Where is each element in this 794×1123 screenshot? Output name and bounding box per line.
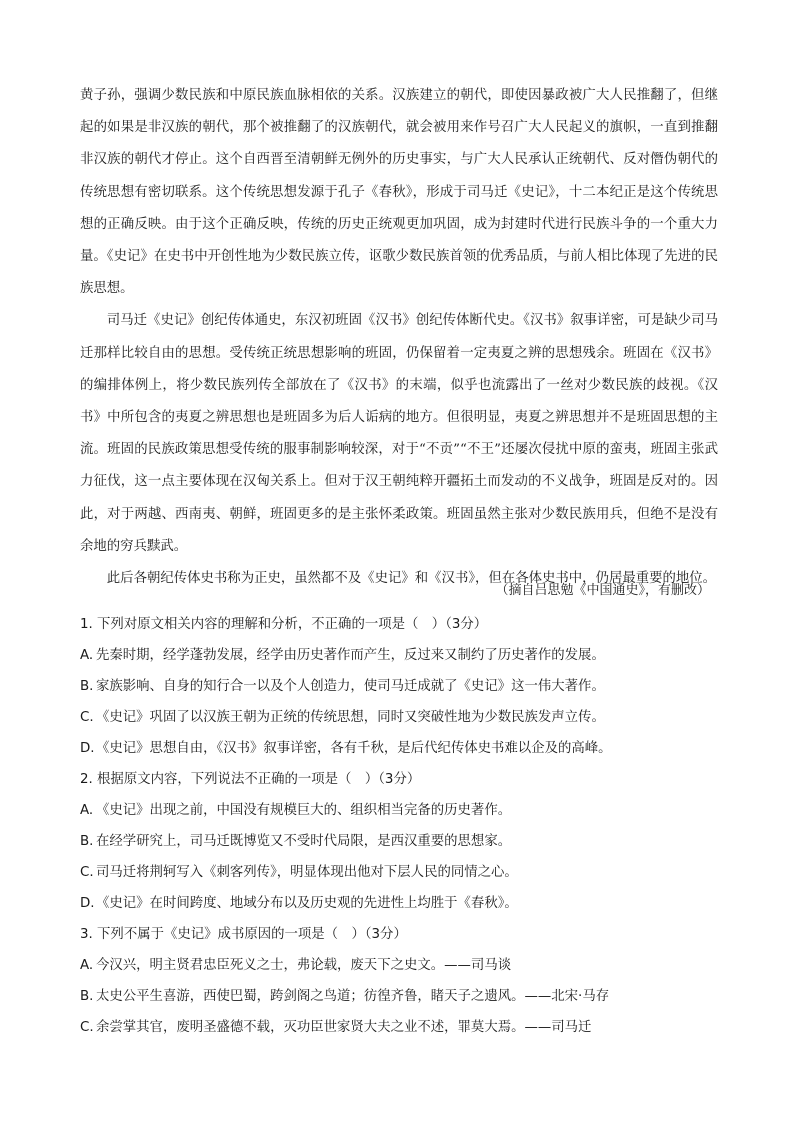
question-stem: 3. 下列不属于《史记》成书原因的一项是（ ）（3分）: [80, 927, 407, 942]
question-option: [80, 733, 720, 764]
question-option: [80, 857, 720, 888]
question-option: [80, 888, 720, 919]
question-option: [80, 702, 720, 733]
option-text: 余尝掌其官，废明圣盛德不载，灭功臣世家贤大夫之业不述，罪莫大焉。——司马迁: [96, 1020, 592, 1035]
question-option: [80, 981, 720, 1012]
option-text: 《史记》巩固了以汉族王朝为正统的传统思想，同时又突破性地为少数民族发声立传。: [96, 710, 605, 725]
question-option: [80, 640, 720, 671]
option-text: 太史公平生喜游，西使巴蜀，跨剑阁之鸟道；彷徨齐鲁，睹天子之遗风。——北宋·马存: [96, 989, 610, 1004]
option-text: 《史记》出现之前，中国没有规模巨大的、组织相当完备的历史著作。: [96, 803, 512, 818]
option-text: 《史记》思想自由，《汉书》叙事详密，各有千秋，是后代纪传体史书难以企及的高峰。: [96, 741, 612, 756]
question-list: [80, 609, 720, 1043]
question-option: [80, 950, 720, 981]
option-letter: B.: [80, 989, 94, 1004]
option-letter: A.: [80, 648, 94, 663]
option-letter: A.: [80, 958, 94, 973]
option-letter: B.: [80, 679, 94, 694]
passage-paragraph: 黄子孙，强调少数民族和中原民族血脉相依的关系。汉族建立的朝代，即使因暴政被广大人民推翻了，但继起的如果是非汉族的朝代，那个被推翻了的汉族朝代，就会被用来作号召广大人民起义的旗帜，一直到推翻非汉族的朝代才停止。这个自西晋至清朝鲜无例外的历史事实，与广大人民承认正统朝代、反对僭伪朝代的传统思想有密切联系。这个传统思想发源于孔子《春秋》，形成于司马迁《史记》，十二本纪正是这个传统思想的正确反映。由于这个正确反映，传统的历史正统观更加巩固，成为封建时代进行民族斗争的一个重大力量。《史记》在史书中开创性地为少数民族立传，讴歌少数民族首领的优秀品质，与前人相比体现了先进的民族思想。: [80, 88, 718, 297]
question-option: [80, 1012, 720, 1043]
option-text: 《史记》在时间跨度、地域分布以及历史观的先进性上均胜于《春秋》。: [96, 896, 518, 911]
option-letter: A.: [80, 803, 94, 818]
option-text: 今汉兴，明主贤君忠臣死义之士，弗论载，废天下之史文。——司马谈: [96, 958, 512, 973]
passage-paragraph: 司马迁《史记》创纪传体通史，东汉初班固《汉书》创纪传体断代史。《汉书》叙事详密，可是缺少司马迁那样比较自由的思想。受传统正统思想影响的班固，仍保留着一定夷夏之辨的思想残余。班固在《汉书》的编排体例上，将少数民族列传全部放在了《汉书》的末端，似乎也流露出了一丝对少数民族的歧视。《汉书》中所包含的夷夏之辨思想也是班固多为后人诟病的地方。但很明显，夷夏之辨思想并不是班固思想的主流。班固的民族政策思想受传统的服事制影响较深，对于“不贡”“不王”还屡次侵扰中原的蛮夷，班固主张武力征伐，这一点主要体现在汉匈关系上。但对于汉王朝纯粹开疆拓土而发动的不义战争，班固是反对的。因此，对于两越、西南夷、朝鲜，班固更多的是主张怀柔政策。班固虽然主张对少数民族用兵，但绝不是没有余地的穷兵黩武。: [80, 313, 718, 554]
question-stem: 2. 根据原文内容，下列说法不正确的一项是（ ）（3分）: [80, 772, 421, 787]
option-letter: B.: [80, 834, 94, 849]
question-stem: 1. 下列对原文相关内容的理解和分析，不正确的一项是（ ）（3分）: [80, 617, 488, 632]
passage-paragraph: 此后各朝纪传体史书称为正史，虽然都不及《史记》和《汉书》，但在各体史书中，仍居最重要的地位。: [106, 571, 717, 587]
option-letter: C.: [80, 710, 94, 725]
option-letter: C.: [80, 865, 94, 880]
option-letter: D.: [80, 741, 95, 756]
option-text: 家族影响、自身的知行合一以及个人创造力，使司马迁成就了《史记》这一伟大著作。: [96, 679, 605, 694]
question-option: [80, 795, 720, 826]
option-text: 先秦时期，经学蓬勃发展，经学由历史著作而产生，反过来又制约了历史著作的发展。: [96, 648, 605, 663]
question-option: [80, 826, 720, 857]
option-letter: C.: [80, 1020, 94, 1035]
reading-passage: [80, 80, 718, 595]
option-text: 在经学研究上，司马迁既博览又不受时代局限，是西汉重要的思想家。: [96, 834, 512, 849]
option-letter: D.: [80, 896, 95, 911]
option-text: 司马迁将荆轲写入《刺客列传》，明显体现出他对下层人民的同情之心。: [96, 865, 518, 880]
question-option: [80, 671, 720, 702]
passage-source: （摘自吕思勉《中国通史》，有删改）: [495, 583, 710, 598]
